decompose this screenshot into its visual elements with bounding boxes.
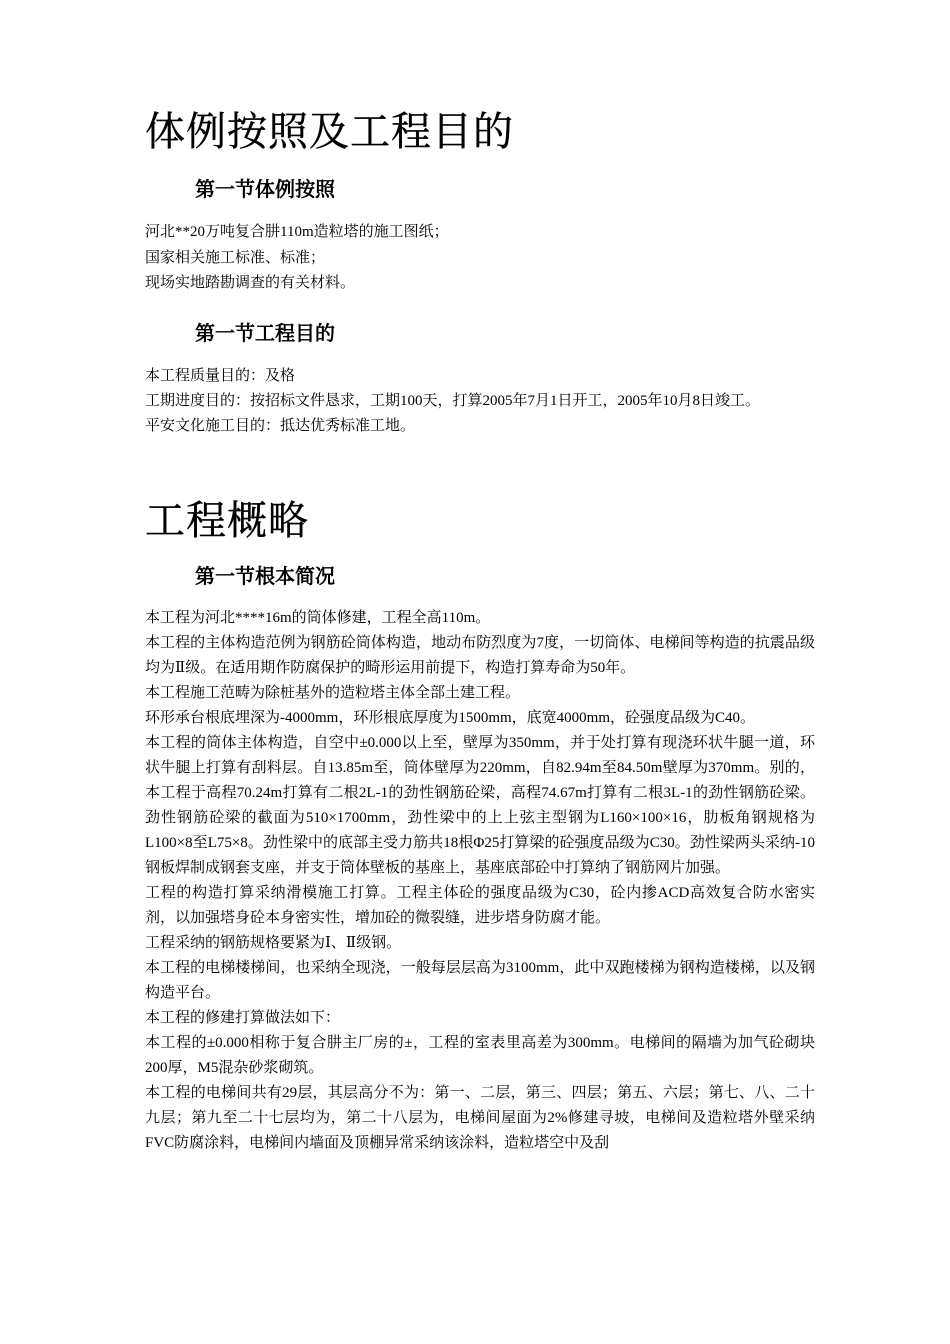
list-item: 本工程质量目的：及格	[145, 368, 296, 384]
subsection-title-basis: 第一节体例按照	[195, 179, 335, 201]
paragraph: 本工程为河北****16m的筒体修建，工程全高110m。	[145, 610, 491, 626]
basis-list	[145, 220, 815, 297]
paragraph: 本工程的筒体主体构造，自空中±0.000以上至，壁厚为350mm，并于处打算有现浇环状牛腿一道，环状牛腿上打算有刮料层。自13.85m至，筒体壁厚为220mm，自82.94m至84.50m壁厚为370mm。别的，本工程于高程70.24m打算有二根2L-1的劲性钢筋砼梁，高程74.67m打算有二根3L-1的劲性钢筋砼梁。劲性钢筋砼梁的截面为510×1700mm，劲性梁中的上上弦主型钢为L160×100×16，肋板角钢规格为L100×8至L75×8。劲性梁中的底部主受力筋共18根Φ25打算梁的砼强度品级为C30。劲性梁两头采纳-10钢板焊制成钢套支座，并支于筒体壁板的基座上，基座底部砼中打算纳了钢筋网片加强。	[145, 735, 815, 876]
paragraph: 本工程的主体构造范例为钢筋砼筒体构造，地动布防烈度为7度，一切筒体、电梯间等构造的抗震品级均为Ⅱ级。在适用期作防腐保护的畸形运用前提下，构造打算寿命为50年。	[145, 635, 815, 676]
paragraph: 本工程的修建打算做法如下：	[145, 1010, 341, 1026]
paragraph: 工程采纳的钢筋规格要紧为Ⅰ、Ⅱ级钢。	[145, 935, 402, 951]
section-title-basis-and-goals: 体例按照及工程目的	[145, 109, 514, 154]
paragraph: 本工程的电梯楼梯间，也采纳全现浇，一般每层层高为3100mm，此中双跑楼梯为钢构造楼梯，以及钢构造平台。	[145, 960, 815, 1001]
paragraph: 本工程的±0.000相称于复合肼主厂房的±，工程的室表里高差为300mm。电梯间的隔墙为加气砼砌块200厚，M5混杂砂浆砌筑。	[145, 1035, 815, 1076]
list-item: 国家相关施工标准、标准；	[145, 249, 326, 266]
section-title-project-overview: 工程概略	[145, 498, 309, 543]
list-item: 平安文化施工目的：抵达优秀标准工地。	[145, 418, 416, 434]
subsection-title-basic-info: 第一节根本简况	[195, 566, 335, 588]
paragraph: 本工程的电梯间共有29层，其层高分不为：第一、二层，第三、四层；第五、六层；第七、八、二十九层；第九至二十七层均为，第二十八层为，电梯间屋面为2%修建寻坡，电梯间及造粒塔外壁采纳FVC防腐涂料，电梯间内墙面及顶棚异常采纳该涂料，造粒塔空中及刮	[145, 1085, 815, 1151]
list-item: 河北**20万吨复合肼110m造粒塔的施工图纸；	[145, 224, 449, 240]
paragraph: 本工程施工范畴为除桩基外的造粒塔主体全部土建工程。	[145, 685, 521, 701]
subsection-title-goals: 第一节工程目的	[195, 323, 335, 345]
paragraph: 环形承台根底埋深为-4000mm，环形根底厚度为1500mm，底宽4000mm，砼强度品级为C40。	[145, 710, 756, 726]
goals-list	[145, 364, 815, 439]
overview-body	[145, 606, 815, 1156]
list-item: 现场实地踏勘调查的有关材料。	[145, 275, 356, 291]
list-item: 工期进度目的：按招标文件恳求，工期100天，打算2005年7月1日开工，2005年10月8日竣工。	[145, 393, 761, 409]
paragraph: 工程的构造打算采纳滑模施工打算。工程主体砼的强度品级为C30，砼内掺ACD高效复合防水密实剂，以加强塔身砼本身密实性，增加砼的微裂缝，进步塔身防腐才能。	[145, 885, 815, 926]
